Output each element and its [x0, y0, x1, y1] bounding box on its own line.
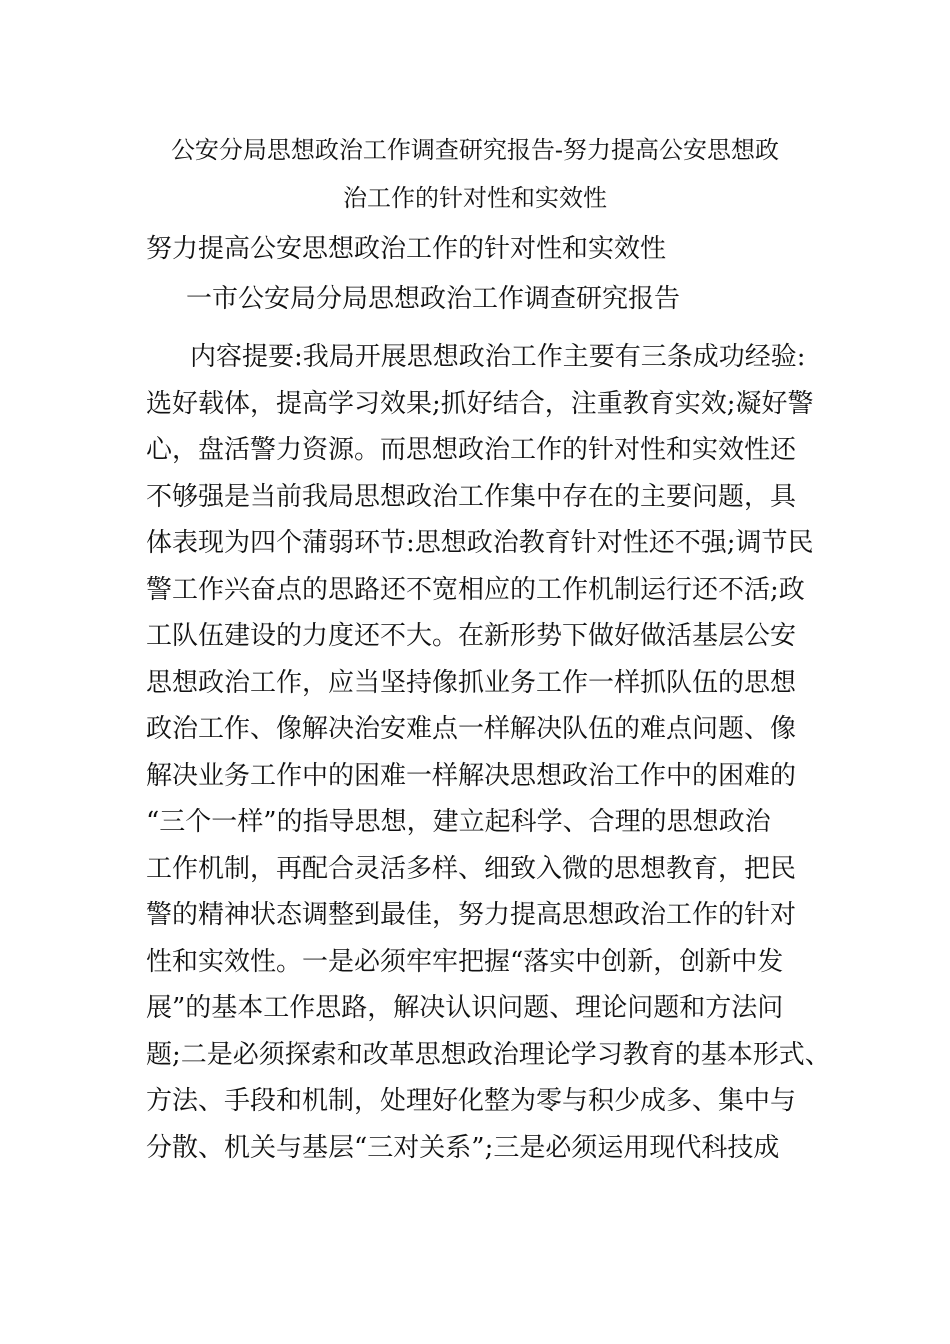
paragraph-line: 心，盘活警力资源。而思想政治工作的针对性和实效性还: [146, 435, 797, 465]
paragraph-line: 工作机制，再配合灵活多样、细致入微的思想教育，把民: [146, 853, 797, 884]
paragraph-line: 工队伍建设的力度还不大。在新形势下做好做活基层公安: [146, 621, 797, 651]
paragraph-line: 警工作兴奋点的思路还不宽相应的工作机制运行还不活;政: [146, 574, 805, 605]
paragraph-line: 题;二是必须探索和改革思想政治理论学习教育的基本形式、: [146, 1039, 831, 1070]
document-byline: 一市公安局分局思想政治工作调查研究报告: [186, 284, 681, 314]
paragraph-line: 体表现为四个蒲弱环节:思想政治教育针对性还不强;调节民: [146, 528, 814, 558]
document-title-line-1: 公安分局思想政治工作调查研究报告-努力提高公安思想政: [170, 136, 780, 164]
abstract-paragraph: [146, 334, 831, 1171]
document-title-line-2: 治工作的针对性和实效性: [343, 184, 607, 212]
paragraph-line: 分散、机关与基层“三对关系”;三是必须运用现代科技成: [146, 1132, 780, 1163]
paragraph-line: 展”的基本工作思路，解决认识问题、理论问题和方法问: [146, 993, 784, 1023]
paragraph-line: 解决业务工作中的困难一样解决思想政治工作中的困难的: [146, 760, 797, 791]
paragraph-line: 警的精神状态调整到最佳，努力提高思想政治工作的针对: [146, 900, 797, 930]
paragraph-line: 方法、手段和机制，处理好化整为零与积少成多、集中与: [146, 1086, 797, 1116]
paragraph-line: 政治工作、像解决治安难点一样解决队伍的难点问题、像: [146, 714, 797, 744]
document-subtitle: 努力提高公安思想政治工作的针对性和实效性: [146, 234, 667, 264]
paragraph-line: 不够强是当前我局思想政治工作集中存在的主要问题，具: [146, 481, 797, 512]
paragraph-line: 内容提要:我局开展思想政治工作主要有三条成功经验:: [190, 342, 806, 372]
paragraph-line: 性和实效性。一是必须牢牢把握“落实中创新，创新中发: [146, 946, 784, 977]
paragraph-line: 思想政治工作，应当坚持像抓业务工作一样抓队伍的思想: [146, 667, 797, 698]
paragraph-line: 选好载体，提高学习效果;抓好结合，注重教育实效;凝好警: [146, 388, 814, 419]
paragraph-line: “三个一样”的指导思想，建立起科学、合理的思想政治: [146, 807, 771, 837]
